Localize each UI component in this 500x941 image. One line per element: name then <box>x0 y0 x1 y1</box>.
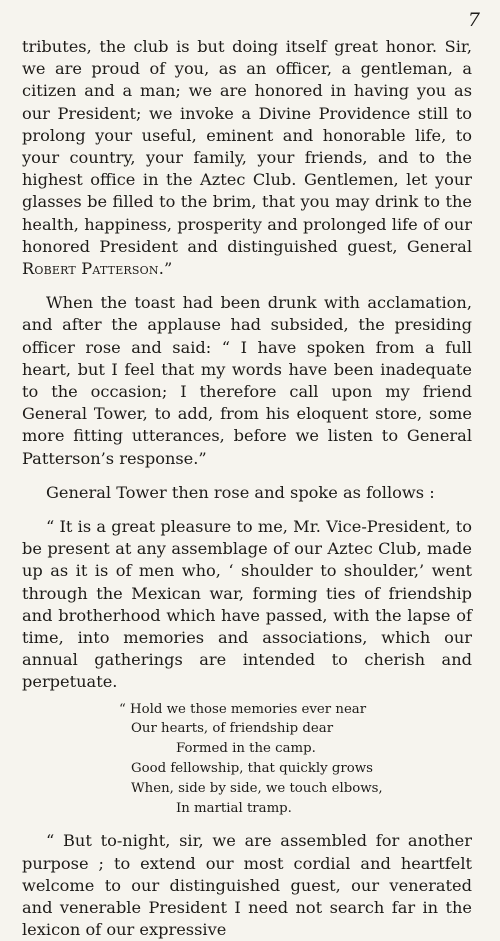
paragraph-toast-ending-quote: ” <box>164 259 173 279</box>
page-number: 7 <box>467 9 480 31</box>
poem-line-5: When, side by side, we touch elbows, <box>131 780 383 796</box>
poem-line-6: In martial tramp. <box>176 800 292 816</box>
paragraph-general-tower-intro: General Tower then rose and spoke as follows : <box>46 482 435 502</box>
paragraph-toast-ending-text: tributes, the club is but doing itself great honor. Sir, we are proud of you, as an officer, a gentleman, a citizen and a man; we are honored in having you as our President; we invoke a Divine Providence still to prolong your useful, eminent and honorable life, to your country, your family, your friends, and to the highest office in the Aztec Club. Gentlemen, let your glasses be filled to the brim, that you may drink to the health, happiness, prosperity and prolonged life of our honored President and distinguished guest, General <box>22 37 472 256</box>
poem-stanza <box>119 700 472 819</box>
poem-line-4: Good fellowship, that quickly grows <box>131 761 373 777</box>
poem-line-3: Formed in the camp. <box>176 741 316 757</box>
paragraph-presiding-officer: When the toast had been drunk with acclamation, and after the applause had subsided, the presiding officer rose and said: “ I have spoken from a full heart, but I feel that my words have been inadequate to the occasion; I therefore call upon my friend General Tower, to add, from his eloquent store, some more fitting utterances, before we listen to General Patterson’s response.” <box>22 293 472 468</box>
paragraph-another-purpose: “ But to-night, sir, we are assembled for another purpose ; to extend our most cordial and heartfelt welcome to our distinguished guest, our venerated and venerable President I need not search far in the lexicon of our expressive <box>22 831 472 940</box>
paragraph-toast-ending <box>22 36 472 280</box>
poem-line-2: Our hearts, of friendship dear <box>131 721 334 737</box>
guest-name-smallcaps: Robert Patterson. <box>22 259 165 279</box>
page-body <box>22 36 472 941</box>
paragraph-tower-speech: “ It is a great pleasure to me, Mr. Vice-President, to be present at any assemblage of our Aztec Club, made up as it is of men who, ‘ shoulder to shoulder,’ went through the Mexican war, forming ties of friendship and brotherhood which have passed, with the lapse of time, into memories and associations, which our annual gatherings are intended to cherish and perpetuate. <box>22 517 472 692</box>
poem-line-1: “ Hold we those memories ever near <box>119 701 367 717</box>
